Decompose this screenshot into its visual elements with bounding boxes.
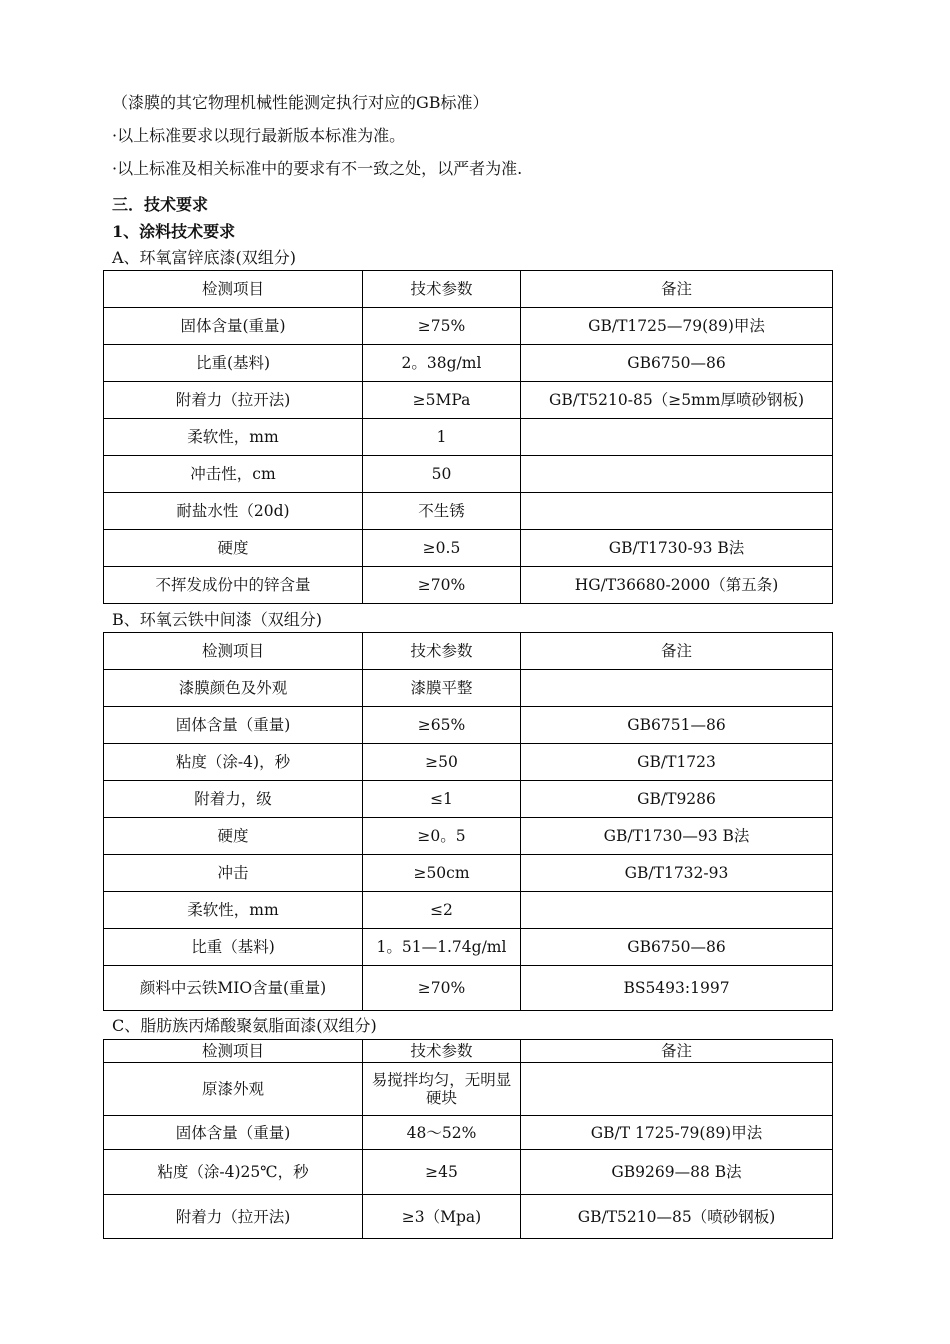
cell-param: ≥50cm — [363, 855, 521, 892]
cell-param: ≥5MPa — [363, 382, 521, 419]
cell-remark — [521, 493, 833, 530]
cell-item: 柔软性，mm — [104, 419, 363, 456]
cell-remark: GB/T1725—79(89)甲法 — [521, 308, 833, 345]
header-cell-remark: 备注 — [521, 1040, 833, 1063]
header-cell-item: 检测项目 — [104, 1040, 363, 1063]
cell-item: 附着力（拉开法) — [104, 382, 363, 419]
table-row — [104, 493, 833, 530]
header-cell-remark: 备注 — [521, 271, 833, 308]
cell-remark: GB/T5210—85（喷砂钢板) — [521, 1195, 833, 1239]
cell-param: 2。38g/ml — [363, 345, 521, 382]
header-cell-remark: 备注 — [521, 633, 833, 670]
cell-remark: BS5493:1997 — [521, 966, 833, 1011]
header-cell-param: 技术参数 — [363, 633, 521, 670]
cell-remark: GB9269—88 B法 — [521, 1150, 833, 1195]
cell-param: 48～52% — [363, 1116, 521, 1150]
cell-item: 颜料中云铁MIO含量(重量) — [104, 966, 363, 1011]
table-a-caption: A、环氧富锌底漆(双组分) — [112, 248, 297, 267]
table-row — [104, 419, 833, 456]
cell-item: 漆膜颜色及外观 — [104, 670, 363, 707]
header-cell-param: 技术参数 — [363, 1040, 521, 1063]
cell-param: ≥75% — [363, 308, 521, 345]
cell-param: 漆膜平整 — [363, 670, 521, 707]
table-header-row — [104, 271, 833, 308]
table-row — [104, 744, 833, 781]
table-b-caption: B、环氧云铁中间漆（双组分) — [112, 610, 323, 629]
table-a — [103, 270, 833, 604]
cell-item: 不挥发成份中的锌含量 — [104, 567, 363, 604]
cell-remark: GB/T1730-93 B法 — [521, 530, 833, 567]
cell-item: 固体含量(重量) — [104, 308, 363, 345]
table-c — [103, 1039, 833, 1239]
cell-param: ≥65% — [363, 707, 521, 744]
cell-item: 固体含量（重量) — [104, 707, 363, 744]
table-row — [104, 382, 833, 419]
cell-item: 冲击 — [104, 855, 363, 892]
cell-item: 附着力，级 — [104, 781, 363, 818]
cell-param: 1 — [363, 419, 521, 456]
cell-item: 固体含量（重量) — [104, 1116, 363, 1150]
cell-item: 原漆外观 — [104, 1063, 363, 1116]
cell-param: 易搅拌均匀，无明显硬块 — [363, 1063, 521, 1116]
section-subheading: 1、涂料技术要求 — [112, 222, 236, 241]
intro-note: （漆膜的其它物理机械性能测定执行对应的GB标准） — [112, 93, 489, 112]
cell-remark: HG/T36680-2000（第五条) — [521, 567, 833, 604]
header-cell-param: 技术参数 — [363, 271, 521, 308]
table-row — [104, 855, 833, 892]
table-row — [104, 929, 833, 966]
cell-item: 比重(基料) — [104, 345, 363, 382]
cell-remark: GB/T9286 — [521, 781, 833, 818]
table-row — [104, 818, 833, 855]
cell-remark: GB6751—86 — [521, 707, 833, 744]
cell-remark: GB6750—86 — [521, 929, 833, 966]
table-row — [104, 456, 833, 493]
cell-remark — [521, 419, 833, 456]
table-b — [103, 632, 833, 1011]
intro-bullet-2: ·以上标准及相关标准中的要求有不一致之处，以严者为准. — [112, 159, 523, 178]
table-row — [104, 1150, 833, 1195]
table-row — [104, 1116, 833, 1150]
cell-param: ≥70% — [363, 567, 521, 604]
header-cell-item: 检测项目 — [104, 271, 363, 308]
cell-param: ≥70% — [363, 966, 521, 1011]
intro-bullet-1: ·以上标准要求以现行最新版本标准为准。 — [112, 126, 406, 145]
cell-param: 不生锈 — [363, 493, 521, 530]
cell-item: 耐盐水性（20d) — [104, 493, 363, 530]
header-cell-item: 检测项目 — [104, 633, 363, 670]
cell-item: 柔软性，mm — [104, 892, 363, 929]
table-row — [104, 781, 833, 818]
table-row — [104, 892, 833, 929]
cell-remark — [521, 456, 833, 493]
table-row — [104, 966, 833, 1011]
cell-param: ≥0.5 — [363, 530, 521, 567]
cell-param: ≥0。5 — [363, 818, 521, 855]
cell-remark: GB/T 1725-79(89)甲法 — [521, 1116, 833, 1150]
table-row — [104, 567, 833, 604]
cell-item: 冲击性，cm — [104, 456, 363, 493]
cell-param: ≤1 — [363, 781, 521, 818]
table-row — [104, 345, 833, 382]
cell-remark: GB6750—86 — [521, 345, 833, 382]
cell-remark: GB/T1732-93 — [521, 855, 833, 892]
table-row — [104, 308, 833, 345]
table-c-caption: C、脂肪族丙烯酸聚氨脂面漆(双组分) — [112, 1016, 377, 1035]
cell-remark: GB/T1730—93 B法 — [521, 818, 833, 855]
cell-param: ≥45 — [363, 1150, 521, 1195]
table-row — [104, 670, 833, 707]
cell-param: 1。51—1.74g/ml — [363, 929, 521, 966]
table-header-row — [104, 633, 833, 670]
table-row — [104, 530, 833, 567]
cell-remark — [521, 1063, 833, 1116]
table-header-row — [104, 1040, 833, 1063]
cell-item: 附着力（拉开法) — [104, 1195, 363, 1239]
section-heading: 三．技术要求 — [112, 195, 209, 214]
cell-param: ≤2 — [363, 892, 521, 929]
cell-item: 粘度（涂-4)，秒 — [104, 744, 363, 781]
cell-item: 硬度 — [104, 818, 363, 855]
table-row — [104, 707, 833, 744]
cell-param: ≥50 — [363, 744, 521, 781]
cell-remark: GB/T1723 — [521, 744, 833, 781]
cell-item: 比重（基料) — [104, 929, 363, 966]
cell-item: 粘度（涂-4)25℃，秒 — [104, 1150, 363, 1195]
cell-param: 50 — [363, 456, 521, 493]
table-row — [104, 1063, 833, 1116]
cell-item: 硬度 — [104, 530, 363, 567]
table-row — [104, 1195, 833, 1239]
cell-param: ≥3（Mpa) — [363, 1195, 521, 1239]
cell-remark — [521, 670, 833, 707]
cell-remark: GB/T5210-85（≥5mm厚喷砂钢板) — [521, 382, 833, 419]
cell-remark — [521, 892, 833, 929]
